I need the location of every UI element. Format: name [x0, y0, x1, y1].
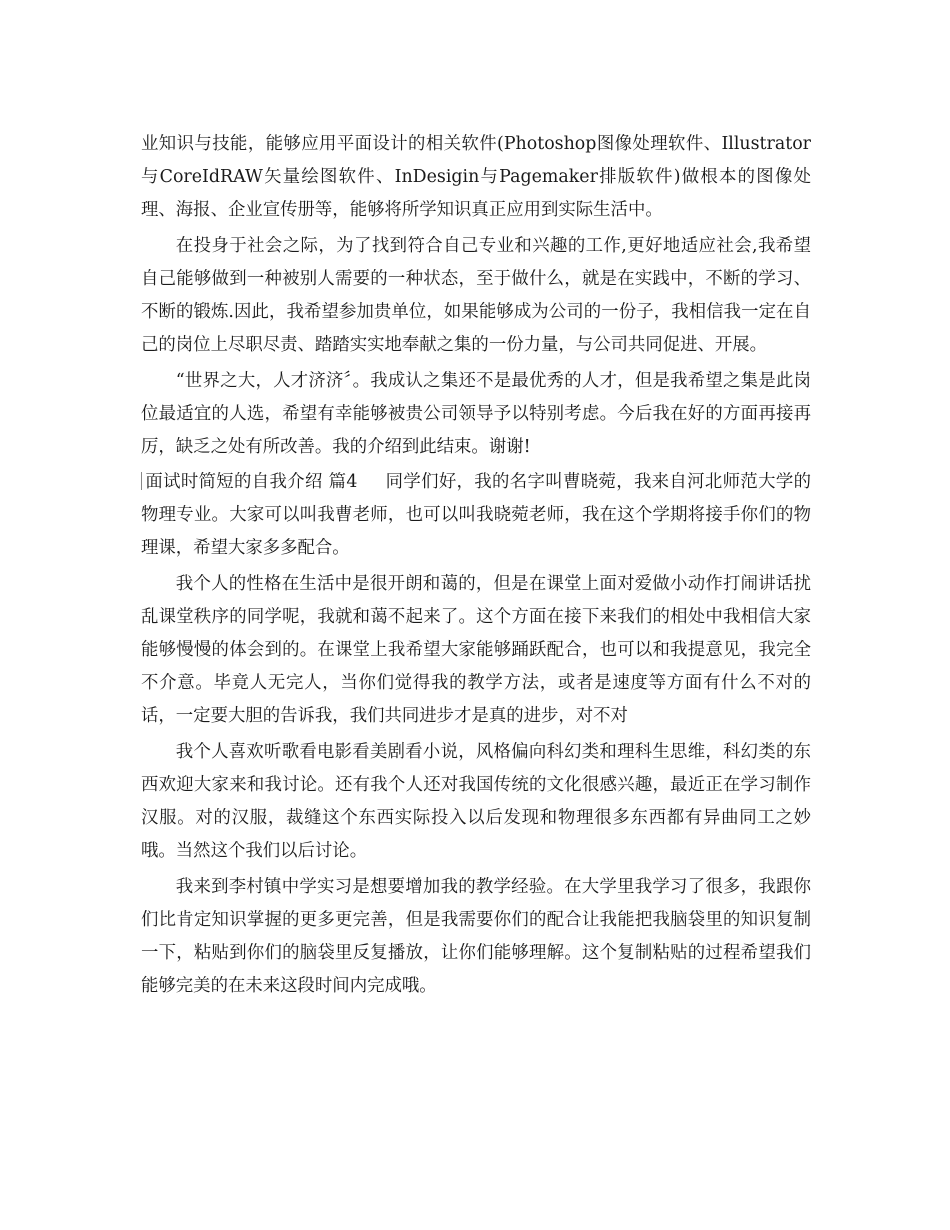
- paragraph-text: 我个人喜欢听歌看电影看美剧看小说，风格偏向科幻类和理科生思维，科幻类的东西欢迎大家来和我讨论。还有我个人还对我国传统的文化很感兴趣，最近正在学习制作汉服。对的汉服，裁缝这个东西实际投入以后发现和物理很多东西都有异曲同工之妙哦。当然这个我们以后讨论。: [141, 741, 811, 861]
- paragraph-personality: [141, 568, 811, 733]
- paragraph-text: 我个人的性格在生活中是很开朗和蔼的，但是在课堂上面对爱做小动作打闹讲话扰乱课堂秩序的同学呢，我就和蔼不起来了。这个方面在接下来我们的相处中我相信大家能够慢慢的体会到的。在课堂上我希望大家能够踊跃配合，也可以和我提意见，我完全不介意。毕竟人无完人，当你们觉得我的教学方法，或者是速度等方面有什么不对的话，一定要大胆的告诉我，我们共同进步才是真的进步，对不对: [141, 574, 811, 727]
- section-heading: 面试时简短的自我介绍 篇4: [145, 472, 358, 493]
- paragraph-hobbies: [141, 736, 811, 868]
- paragraph-internship: [141, 871, 811, 1003]
- paragraph-continuation: [141, 128, 811, 227]
- paragraph-text: “世界之大，人才济济〞。我成认之集还不是最优秀的人才，但是我希望之集是此岗位最适宜的人选，希望有幸能够被贵公司领导予以特别考虑。今后我在好的方面再接再厉，缺乏之处有所改善。我的介绍到此结束。谢谢!: [141, 370, 811, 457]
- paragraph-closing: [141, 365, 811, 464]
- paragraph-text: 业知识与技能，能够应用平面设计的相关软件(Photoshop图像处理软件、Illustrator与CoreIdRAW矢量绘图软件、InDesigin与Pagemaker排版软件)做根本的图像处理、海报、企业宣传册等，能够将所学知识真正应用到实际生活中。: [141, 134, 811, 220]
- paragraph-text: 同学们好，我的名字叫曹晓菀，我来自河北师范大学的物理专业。大家可以叫我曹老师，也可以叫我晓菀老师，我在这个学期将接手你们的物理课，希望大家多多配合。: [141, 472, 811, 559]
- paragraph-text: 在投身于社会之际，为了找到符合自己专业和兴趣的工作,更好地适应社会,我希望自己能够做到一种被别人需要的一种状态，至于做什么，就是在实践中，不断的学习、不断的锻炼.因此，我希望参加贵单位，如果能够成为公司的一份子，我相信我一定在自己的岗位上尽职尽责、踏踏实实地奉献之集的一份力量，与公司共同促进、开展。: [141, 235, 811, 355]
- document-body: [141, 128, 811, 1006]
- paragraph-section-4: [141, 466, 811, 565]
- paragraph-career-goal: [141, 230, 811, 362]
- text-cursor-mark: [141, 472, 142, 490]
- paragraph-text: 我来到李村镇中学实习是想要增加我的教学经验。在大学里我学习了很多，我跟你们比肯定知识掌握的更多更完善，但是我需要你们的配合让我能把我脑袋里的知识复制一下，粘贴到你们的脑袋里反复播放，让你们能够理解。这个复制粘贴的过程希望我们能够完美的在未来这段时间内完成哦。: [141, 876, 811, 996]
